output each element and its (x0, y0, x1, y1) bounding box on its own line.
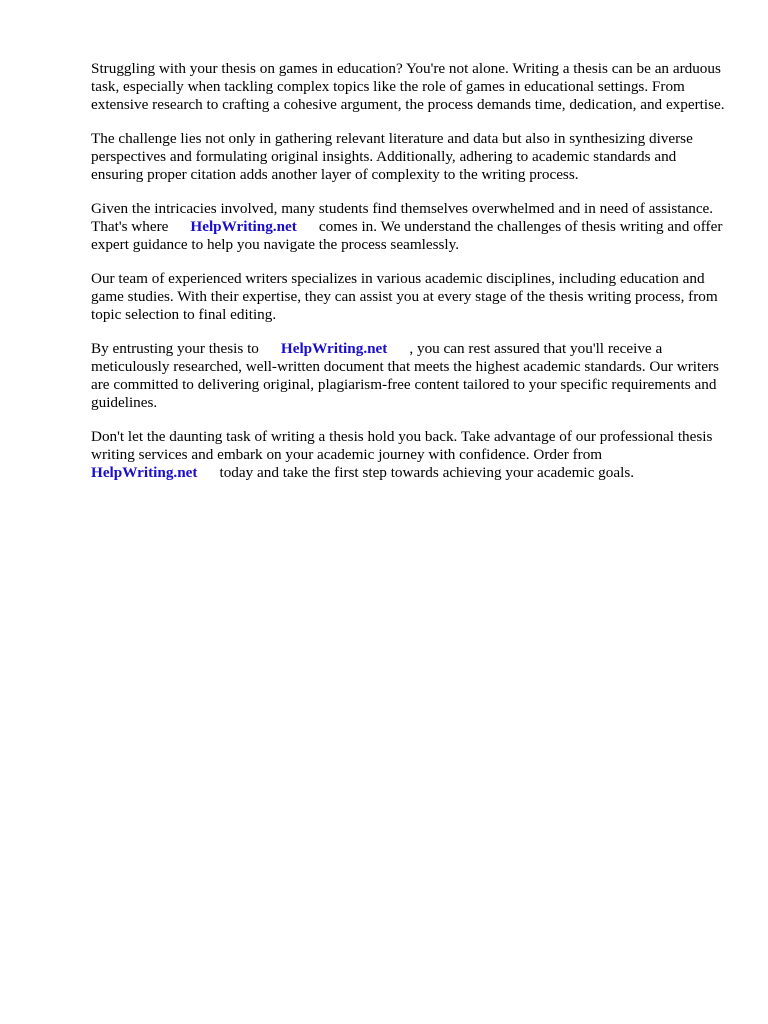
paragraph-assistance (91, 200, 731, 254)
helpwriting-link-1[interactable]: HelpWriting.net (190, 218, 297, 235)
document-body (91, 60, 731, 498)
paragraph-closing (91, 428, 731, 482)
paragraph-entrusting-text-after: , you can rest assured that you'll receive a meticulously researched, well-written document that meets the highest academic standards. Our writers are committed to delivering original, plagiarism-free content tailored to your specific requirements and guidelines. (91, 340, 719, 411)
paragraph-team: Our team of experienced writers specializes in various academic disciplines, including education and game studies. With their expertise, they can assist you at every stage of the thesis writing process, from topic selection to final editing. (91, 270, 718, 323)
helpwriting-link-3[interactable]: HelpWriting.net (91, 464, 198, 481)
paragraph-intro: Struggling with your thesis on games in education? You're not alone. Writing a thesis can be an arduous task, especially when tackling complex topics like the role of games in educational settings. From extensive research to crafting a cohesive argument, the process demands time, dedication, and expertise. (91, 60, 725, 113)
paragraph-assistance-text-after: comes in. We understand the challenges of thesis writing and offer expert guidance to help you navigate the process seamlessly. (91, 218, 723, 253)
paragraph-closing-text-before: Don't let the daunting task of writing a thesis hold you back. Take advantage of our professional thesis writing services and embark on your academic journey with confidence. Order from (91, 428, 713, 463)
paragraph-entrusting-text-before: By entrusting your thesis to (91, 340, 259, 357)
paragraph-entrusting (91, 340, 731, 412)
paragraph-assistance-text-before: Given the intricacies involved, many students find themselves overwhelmed and in need of assistance. That's where (91, 200, 714, 235)
paragraph-challenge: The challenge lies not only in gathering relevant literature and data but also in synthesizing diverse perspectives and formulating original insights. Additionally, adhering to academic standards and ensuring proper citation adds another layer of complexity to the writing process. (91, 130, 693, 183)
paragraph-closing-text-after: today and take the first step towards achieving your academic goals. (219, 464, 635, 481)
helpwriting-link-2[interactable]: HelpWriting.net (280, 340, 388, 357)
